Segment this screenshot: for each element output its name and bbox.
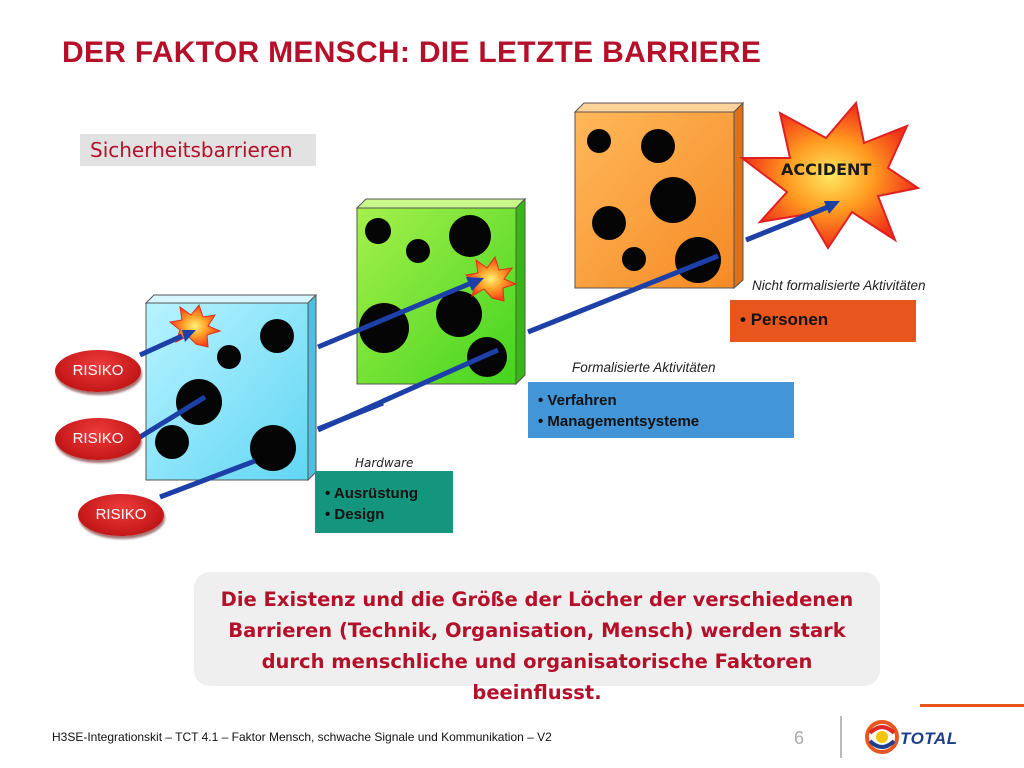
- hole: [622, 247, 646, 271]
- summary-line: durch menschliche und organisatorische Faktoren beeinflusst.: [261, 650, 813, 704]
- accident-label: ACCIDENT: [781, 160, 872, 179]
- caption-hardware: Hardware: [355, 456, 414, 470]
- layer-box-ausruestung: [315, 471, 453, 533]
- layer-box-verfahren: [528, 382, 794, 438]
- risk-badge: RISIKO: [55, 350, 141, 392]
- total-logo-icon: [864, 719, 900, 755]
- hole: [260, 319, 294, 353]
- risk-badge: RISIKO: [55, 418, 141, 460]
- summary-box: [194, 572, 880, 704]
- total-logo-text: TOTAL: [900, 729, 958, 748]
- hole: [449, 215, 491, 257]
- caption-formal: Formalisierte Aktivitäten: [572, 360, 716, 375]
- footer-divider: [840, 716, 842, 758]
- summary-line: Barrieren (Technik, Organisation, Mensch) werden stark: [228, 619, 846, 642]
- layer-item: • Verfahren: [538, 390, 794, 411]
- page-title: DER FAKTOR MENSCH: DIE LETZTE BARRIERE: [62, 36, 762, 69]
- footer-accent-line: [920, 704, 1024, 707]
- footer-text: H3SE-Integrationskit – TCT 4.1 – Faktor Mensch, schwache Signale und Kommunikation – V2: [52, 730, 552, 744]
- layer-item: • Design: [325, 504, 453, 525]
- hole: [406, 239, 430, 263]
- layer-box-personen: [730, 300, 916, 342]
- hole: [250, 425, 296, 471]
- hole: [436, 291, 482, 337]
- hole: [592, 206, 626, 240]
- hole: [365, 218, 391, 244]
- summary-line: Die Existenz und die Größe der Löcher der verschiedenen: [220, 588, 854, 611]
- layer-item: • Ausrüstung: [325, 483, 453, 504]
- layer-item: • Managementsysteme: [538, 411, 794, 432]
- layer-item: • Personen: [740, 310, 916, 330]
- barriers-label: Sicherheitsbarrieren: [80, 134, 316, 166]
- hole: [650, 177, 696, 223]
- hole: [587, 129, 611, 153]
- hole: [641, 129, 675, 163]
- caption-informal: Nicht formalisierte Aktivitäten: [752, 278, 926, 293]
- page-number: 6: [794, 728, 805, 748]
- hole: [217, 345, 241, 369]
- hole: [155, 425, 189, 459]
- barrier-block-personal: [575, 103, 743, 288]
- risk-badge: RISIKO: [78, 494, 164, 536]
